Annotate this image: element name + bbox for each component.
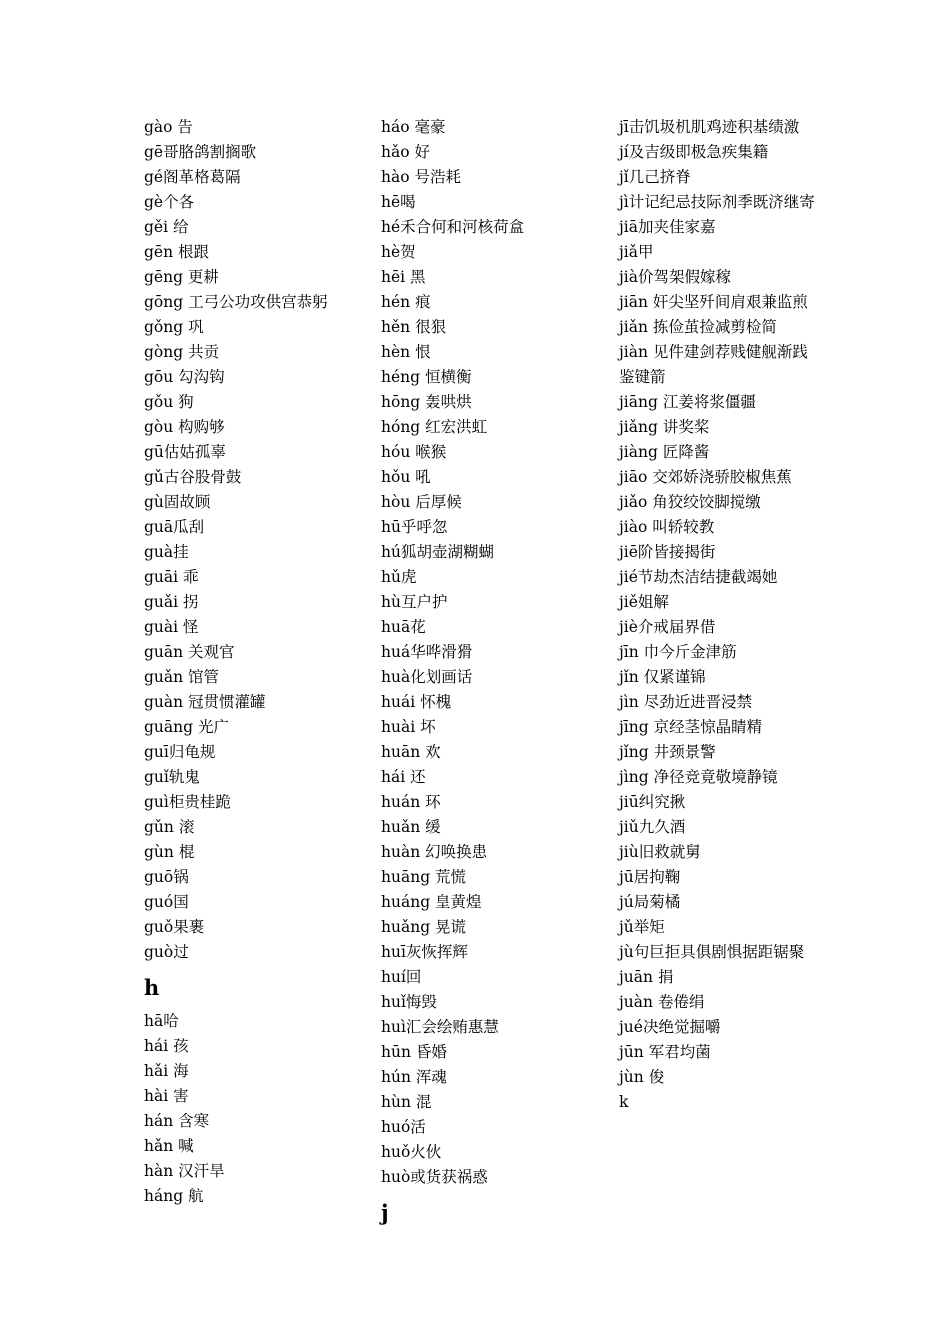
pinyin-entry: guǐ轨鬼	[144, 768, 200, 786]
section-letter-heading: h	[144, 975, 160, 1000]
pinyin-entry: guāi 乖	[144, 568, 199, 586]
pinyin-entry: jiǎ甲	[619, 243, 654, 261]
pinyin-entry: hǔ虎	[381, 568, 417, 586]
pinyin-entry: jiā加夹佳家嘉	[619, 218, 716, 236]
pinyin-entry: huán 环	[381, 793, 441, 811]
pinyin-entry: gǒu 狗	[144, 393, 194, 411]
pinyin-entry: jǐn 仅紧谨锦	[619, 668, 706, 686]
pinyin-entry: hǎn 喊	[144, 1137, 194, 1155]
pinyin-entry: huā花	[381, 618, 426, 636]
pinyin-entry: háo 毫豪	[381, 118, 446, 136]
pinyin-entry: jìn 尽劲近进晋浸禁	[619, 693, 753, 711]
pinyin-entry: huí回	[381, 968, 422, 986]
pinyin-entry: guì柜贵桂跪	[144, 793, 231, 811]
pinyin-entry: gǒng 巩	[144, 318, 204, 336]
pinyin-entry: hòu 后厚候	[381, 493, 462, 511]
pinyin-entry: jūn 军君均菌	[619, 1043, 711, 1061]
pinyin-entry: jiǎo 角狡绞饺脚搅缴	[619, 493, 761, 511]
pinyin-entry: hào 号浩耗	[381, 168, 461, 186]
pinyin-entry: hùn 混	[381, 1093, 432, 1111]
pinyin-entry: hǎo 好	[381, 143, 430, 161]
pinyin-entry: hán 含寒	[144, 1112, 210, 1130]
pinyin-entry: jì计记纪忌技际剂季既济继寄	[619, 193, 815, 211]
pinyin-entry: jiē阶皆接揭街	[619, 543, 716, 561]
pinyin-entry: jué决绝觉掘嚼	[619, 1018, 721, 1036]
pinyin-entry: hóu 喉猴	[381, 443, 447, 461]
pinyin-entry: hǒu 吼	[381, 468, 431, 486]
pinyin-entry: guài 怪	[144, 618, 199, 636]
pinyin-entry: jiāo 交郊娇浇骄胶椒焦蕉	[619, 468, 792, 486]
pinyin-entry: jīn 巾今斤金津筋	[619, 643, 737, 661]
pinyin-entry: jiù旧救就舅	[619, 843, 701, 861]
pinyin-entry: héng 恒横衡	[381, 368, 472, 386]
pinyin-entry: jiǎng 讲奖桨	[619, 418, 710, 436]
pinyin-entry: jiě姐解	[619, 593, 669, 611]
pinyin-entry: jiū纠究揪	[619, 793, 686, 811]
pinyin-entry: huǒ火伙	[381, 1143, 442, 1161]
pinyin-entry: hè贺	[381, 243, 416, 261]
pinyin-entry: hē喝	[381, 193, 416, 211]
pinyin-entry: huáng 皇黄煌	[381, 893, 482, 911]
pinyin-entry: jù句巨拒具俱剧惧据距锯聚	[619, 943, 805, 961]
pinyin-entry: gùn 棍	[144, 843, 195, 861]
pinyin-entry: jū居拘鞠	[619, 868, 681, 886]
pinyin-entry: huà化划画话	[381, 668, 473, 686]
pinyin-entry: jiān 奸尖坚歼间肩艰兼监煎	[619, 293, 808, 311]
pinyin-entry: huàn 幻唤换患	[381, 843, 488, 861]
pinyin-entry: hé禾合何和河核荷盒	[381, 218, 525, 236]
pinyin-entry: jiào 叫轿较教	[619, 518, 715, 536]
pinyin-entry: huái 怀槐	[381, 693, 452, 711]
pinyin-entry: gù固故顾	[144, 493, 211, 511]
pinyin-entry: guà挂	[144, 543, 189, 561]
pinyin-entry: hóng 红宏洪虹	[381, 418, 488, 436]
pinyin-entry: gè个各	[144, 193, 195, 211]
pinyin-entry: hōng 轰哄烘	[381, 393, 472, 411]
pinyin-entry: gēng 更耕	[144, 268, 219, 286]
pinyin-entry: juàn 卷倦绢	[619, 993, 705, 1011]
pinyin-entry: jùn 俊	[619, 1068, 665, 1086]
pinyin-entry: hèn 恨	[381, 343, 431, 361]
pinyin-entry: hūn 昏婚	[381, 1043, 447, 1061]
pinyin-entry: hún 浑魂	[381, 1068, 447, 1086]
pinyin-entry: háng 航	[144, 1187, 204, 1205]
pinyin-entry: hū乎呼忽	[381, 518, 448, 536]
pinyin-entry: juān 捐	[619, 968, 674, 986]
pinyin-entry: guāng 光广	[144, 718, 229, 736]
pinyin-entry: huá华哗滑猾	[381, 643, 473, 661]
pinyin-entry: jiè介戒届界借	[619, 618, 716, 636]
pinyin-entry: jiàng 匠降酱	[619, 443, 710, 461]
pinyin-entry: jiǔ九久酒	[619, 818, 686, 836]
column-3	[619, 115, 819, 1115]
pinyin-entry: jiāng 江姜将浆僵疆	[619, 393, 756, 411]
pinyin-entry: huān 欢	[381, 743, 441, 761]
pinyin-entry: gēn 根跟	[144, 243, 210, 261]
pinyin-entry: hěn 很狠	[381, 318, 447, 336]
pinyin-entry: gěi 给	[144, 218, 189, 236]
pinyin-entry: guǒ果裹	[144, 918, 205, 936]
pinyin-entry: guān 关观官	[144, 643, 235, 661]
pinyin-entry: guàn 冠贯惯灌罐	[144, 693, 266, 711]
pinyin-entry: jú局菊橘	[619, 893, 681, 911]
pinyin-entry: hái 还	[381, 768, 426, 786]
pinyin-entry: hǎi 海	[144, 1062, 189, 1080]
pinyin-entry: gōu 勾沟钩	[144, 368, 225, 386]
pinyin-entry: jiàn 见件建剑荐贱健舰渐践鉴键箭	[619, 343, 808, 386]
pinyin-entry: huài 坏	[381, 718, 436, 736]
pinyin-entry: guā瓜刮	[144, 518, 205, 536]
pinyin-entry: gǔ古谷股骨鼓	[144, 468, 242, 486]
pinyin-entry: guò过	[144, 943, 189, 961]
pinyin-entry: jǐng 井颈景警	[619, 743, 716, 761]
pinyin-entry: gào 告	[144, 118, 193, 136]
column-2	[381, 115, 591, 1234]
pinyin-entry: hài 害	[144, 1087, 189, 1105]
pinyin-entry: huò或货获祸惑	[381, 1168, 488, 1186]
pinyin-entry: jǔ举矩	[619, 918, 665, 936]
pinyin-entry: jǐ几己挤脊	[619, 168, 691, 186]
pinyin-entry: gū估姑孤辜	[144, 443, 226, 461]
pinyin-entry: gòng 共贡	[144, 343, 220, 361]
pinyin-entry: hú狐胡壶湖糊蝴	[381, 543, 494, 561]
pinyin-entry: jī击饥圾机肌鸡迹积基绩激	[619, 118, 800, 136]
pinyin-entry: gòu 构购够	[144, 418, 225, 436]
pinyin-entry: huó活	[381, 1118, 426, 1136]
pinyin-entry: k	[619, 1093, 629, 1111]
column-1	[144, 115, 354, 1209]
pinyin-entry: jié节劫杰洁结捷截竭她	[619, 568, 778, 586]
pinyin-entry: hén 痕	[381, 293, 431, 311]
section-letter-heading: j	[381, 1200, 389, 1225]
pinyin-entry: gōng 工弓公功攻供宫恭躬	[144, 293, 328, 311]
pinyin-entry: jìng 净径竞竟敬境静镜	[619, 768, 778, 786]
pinyin-entry: gē哥胳鸽割搁歌	[144, 143, 257, 161]
pinyin-entry: guō锅	[144, 868, 189, 886]
pinyin-entry: huì汇会绘贿惠慧	[381, 1018, 499, 1036]
pinyin-entry: gé阁革格葛隔	[144, 168, 241, 186]
pinyin-entry: huāng 荒慌	[381, 868, 467, 886]
pinyin-entry: huǎn 缓	[381, 818, 441, 836]
pinyin-entry: jīng 京经茎惊晶睛精	[619, 718, 763, 736]
pinyin-entry: jí及吉级即极急疾集籍	[619, 143, 769, 161]
pinyin-entry: hàn 汉汗旱	[144, 1162, 225, 1180]
pinyin-entry: guó国	[144, 893, 189, 911]
pinyin-entry: huǎng 晃谎	[381, 918, 467, 936]
pinyin-entry: guī归龟规	[144, 743, 216, 761]
pinyin-entry: huī灰恢挥辉	[381, 943, 468, 961]
pinyin-entry: hái 孩	[144, 1037, 189, 1055]
pinyin-entry: hā哈	[144, 1012, 179, 1030]
pinyin-entry: hù互户护	[381, 593, 448, 611]
pinyin-entry: jià价驾架假嫁稼	[619, 268, 732, 286]
pinyin-entry: gǔn 滚	[144, 818, 195, 836]
pinyin-entry: guǎn 馆管	[144, 668, 220, 686]
pinyin-entry: hēi 黑	[381, 268, 426, 286]
pinyin-entry: jiǎn 拣俭茧捡减剪检简	[619, 318, 777, 336]
pinyin-entry: guǎi 拐	[144, 593, 199, 611]
pinyin-entry: huǐ悔毁	[381, 993, 437, 1011]
